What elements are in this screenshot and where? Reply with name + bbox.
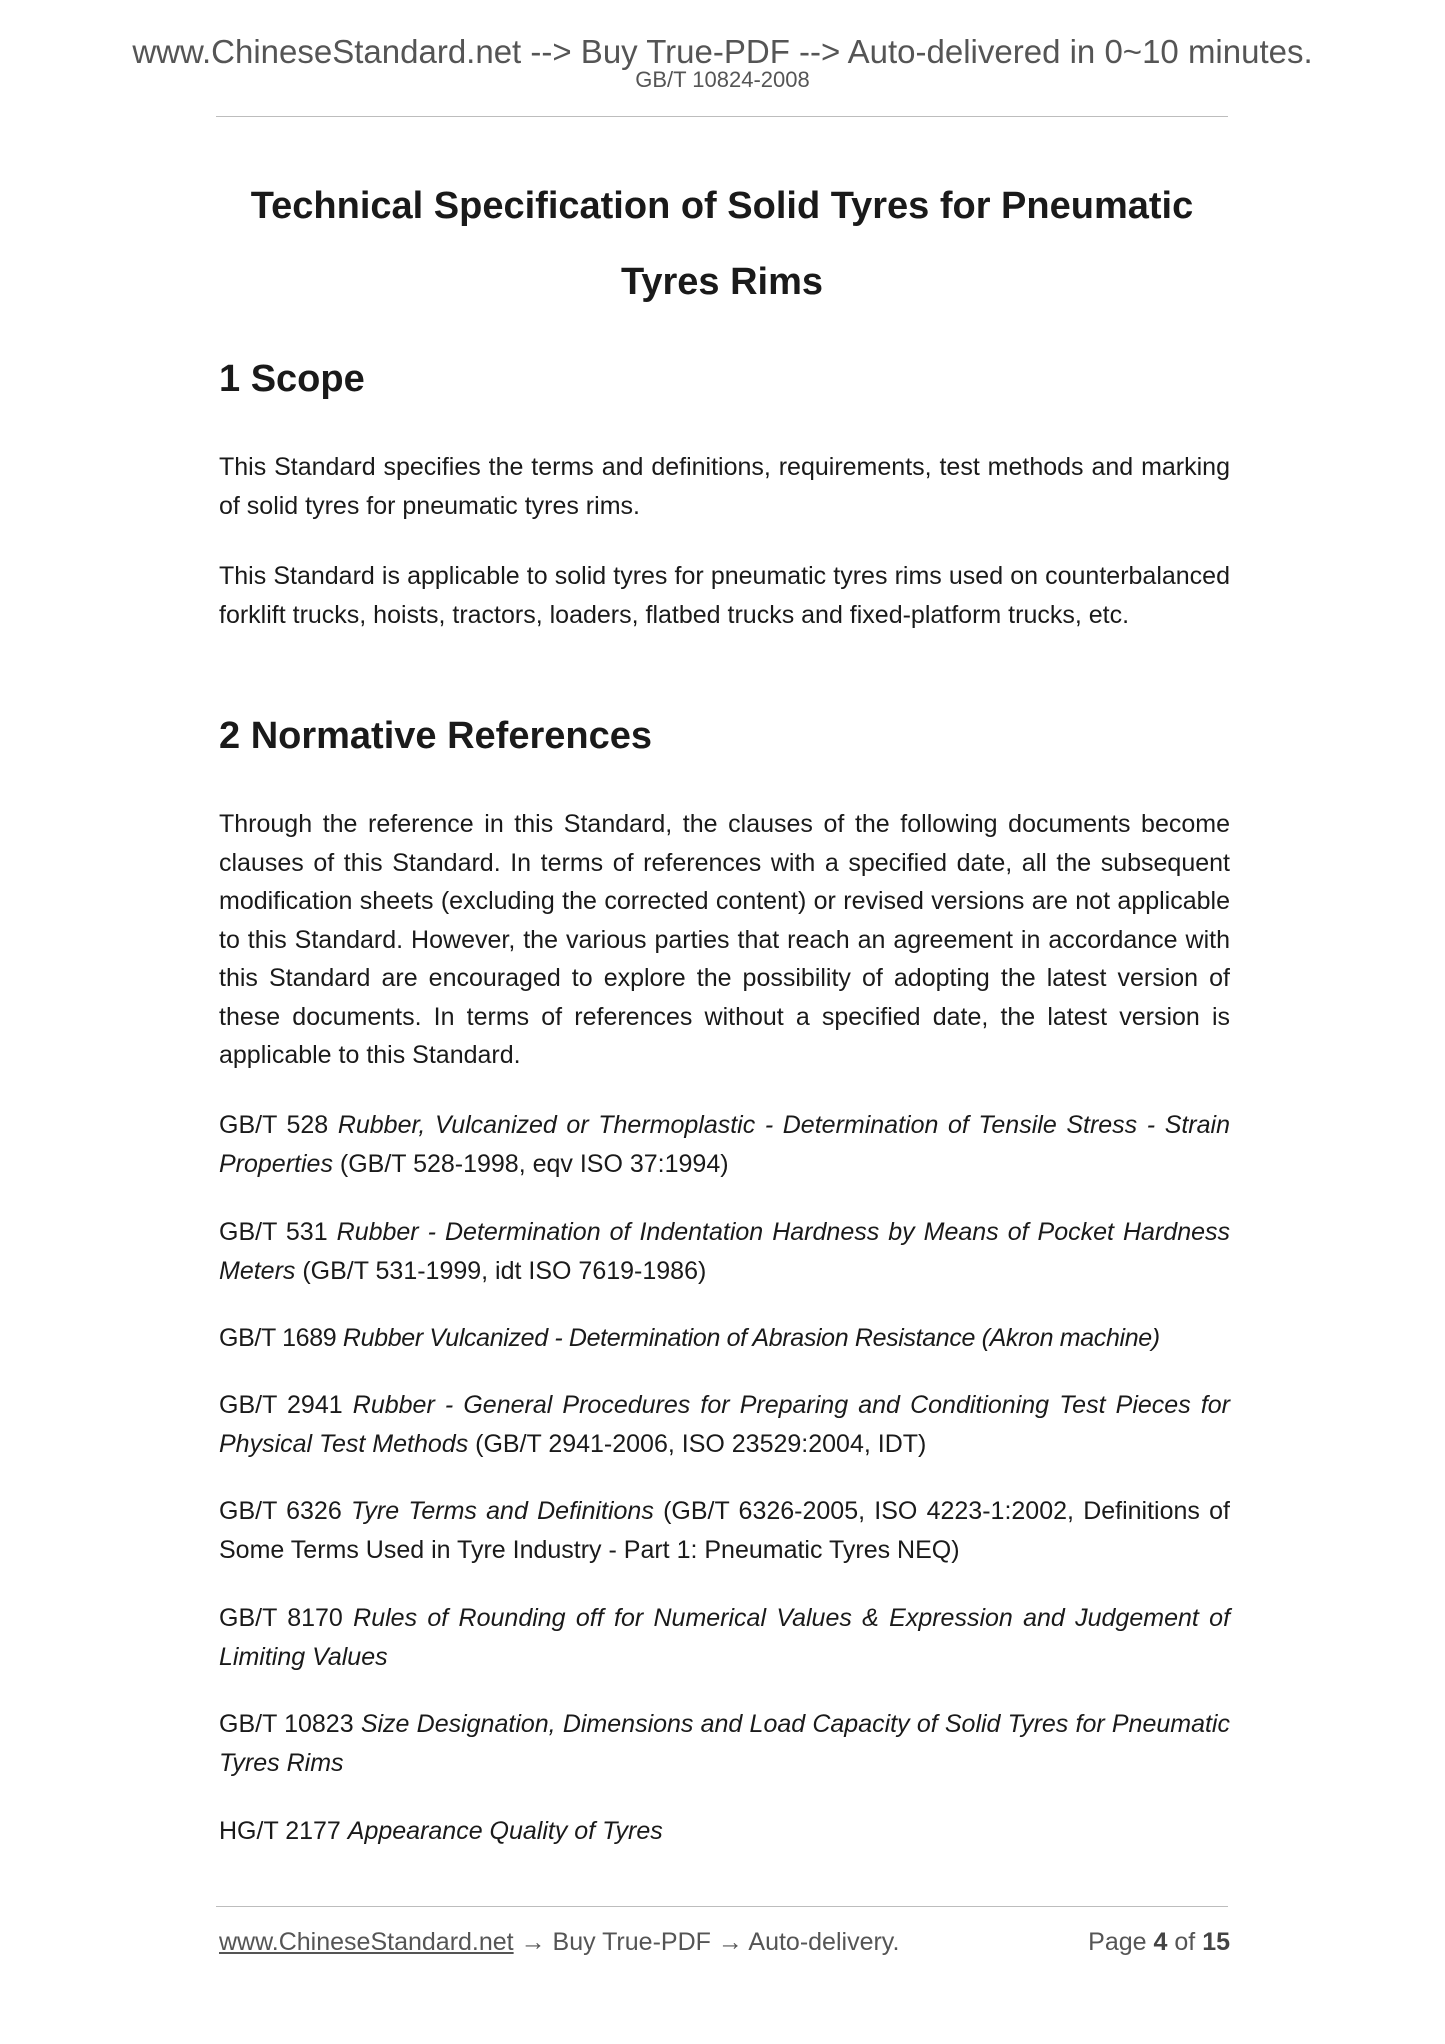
reference-code: GB/T 10823 [219, 1710, 354, 1738]
reference-note: (GB/T 2941-2006, ISO 23529:2004, IDT) [475, 1429, 927, 1458]
reference-item [219, 1705, 1230, 1782]
reference-code: HG/T 2177 [219, 1817, 341, 1845]
reference-title: Rubber - General Procedures for Preparing and Conditioning Test Pieces for Physical Test Methods [219, 1391, 1231, 1458]
document-title-line-1: Technical Specification of Solid Tyres for Pneumatic [250, 185, 1194, 227]
reference-title: Rubber, Vulcanized or Thermoplastic - Determination of Tensile Stress - Strain Properties [219, 1111, 1230, 1178]
page-of-label: of [1174, 1928, 1196, 1956]
reference-item [219, 1386, 1230, 1463]
reference-note: (GB/T 531-1999, idt ISO 7619-1986) [302, 1256, 707, 1285]
document-title-line-2: Tyres Rims [620, 261, 824, 303]
reference-code: GB/T 528 [219, 1111, 329, 1139]
footer-divider [216, 1906, 1228, 1907]
reference-code: GB/T 531 [219, 1218, 328, 1246]
reference-item [219, 1106, 1230, 1183]
reference-code: GB/T 1689 [219, 1324, 337, 1352]
footer-site-link[interactable]: www.ChineseStandard.net [219, 1928, 514, 1956]
reference-item [219, 1213, 1230, 1290]
reference-title: Appearance Quality of Tyres [347, 1817, 663, 1845]
document-title [216, 168, 1228, 320]
page-label: Page [1088, 1928, 1147, 1956]
header-divider [216, 116, 1228, 117]
reference-note: (GB/T 6326-2005, ISO 4223-1:2002, Definitions of Some Terms Used in Tyre Industry - Part 1: Pneumatic Tyres NEQ) [219, 1497, 1231, 1564]
page-number [1088, 1925, 1230, 1959]
standard-code: GB/T 10824-2008 [635, 67, 810, 92]
reference-item [219, 1599, 1230, 1676]
reference-title: Tyre Terms and Definitions [351, 1497, 654, 1525]
page-total: 15 [1202, 1928, 1230, 1956]
header-banner: www.ChineseStandard.net --> Buy True-PDF --> Auto-delivered in 0~10 minutes. [132, 33, 1313, 70]
reference-code: GB/T 8170 [219, 1604, 343, 1632]
reference-item [219, 1812, 1230, 1851]
reference-item [219, 1492, 1230, 1569]
reference-note: (GB/T 528-1998, eqv ISO 37:1994) [339, 1149, 729, 1178]
scope-paragraph-2: This Standard is applicable to solid tyres for pneumatic tyres rims used on counterbalanced forklift trucks, hoists, tractors, loaders, flatbed trucks and fixed-platform trucks, etc. [219, 562, 1230, 629]
footer-tagline: → Buy True-PDF → Auto-delivery. [513, 1928, 900, 1956]
reference-item [219, 1319, 1230, 1358]
reference-code: GB/T 2941 [219, 1391, 343, 1419]
reference-title: Size Designation, Dimensions and Load Capacity of Solid Tyres for Pneumatic Tyres Rims [219, 1710, 1230, 1777]
reference-code: GB/T 6326 [219, 1497, 342, 1525]
references-intro-paragraph: Through the reference in this Standard, the clauses of the following documents become clauses of this Standard. In terms of references with a specified date, all the subsequent modification sheets (excluding the corrected content) or revised versions are not applicable to this Standard. However, the various parties that reach an agreement in accordance with this Standard are encouraged to explore the possibility of adopting the latest version of these documents. In terms of references without a specified date, the latest version is applicable to this Standard. [219, 810, 1230, 1069]
scope-paragraph-1: This Standard specifies the terms and definitions, requirements, test methods and marking of solid tyres for pneumatic tyres rims. [219, 453, 1230, 520]
page-current: 4 [1153, 1928, 1168, 1956]
reference-title: Rules of Rounding off for Numerical Values & Expression and Judgement of Limiting Values [219, 1604, 1231, 1671]
section-1-heading: 1 Scope [219, 358, 365, 400]
reference-title: Rubber - Determination of Indentation Hardness by Means of Pocket Hardness Meters [219, 1218, 1230, 1285]
section-2-heading: 2 Normative References [219, 715, 652, 757]
reference-title: Rubber Vulcanized - Determination of Abrasion Resistance (Akron machine) [342, 1324, 1160, 1352]
page-footer [219, 1925, 1230, 1959]
